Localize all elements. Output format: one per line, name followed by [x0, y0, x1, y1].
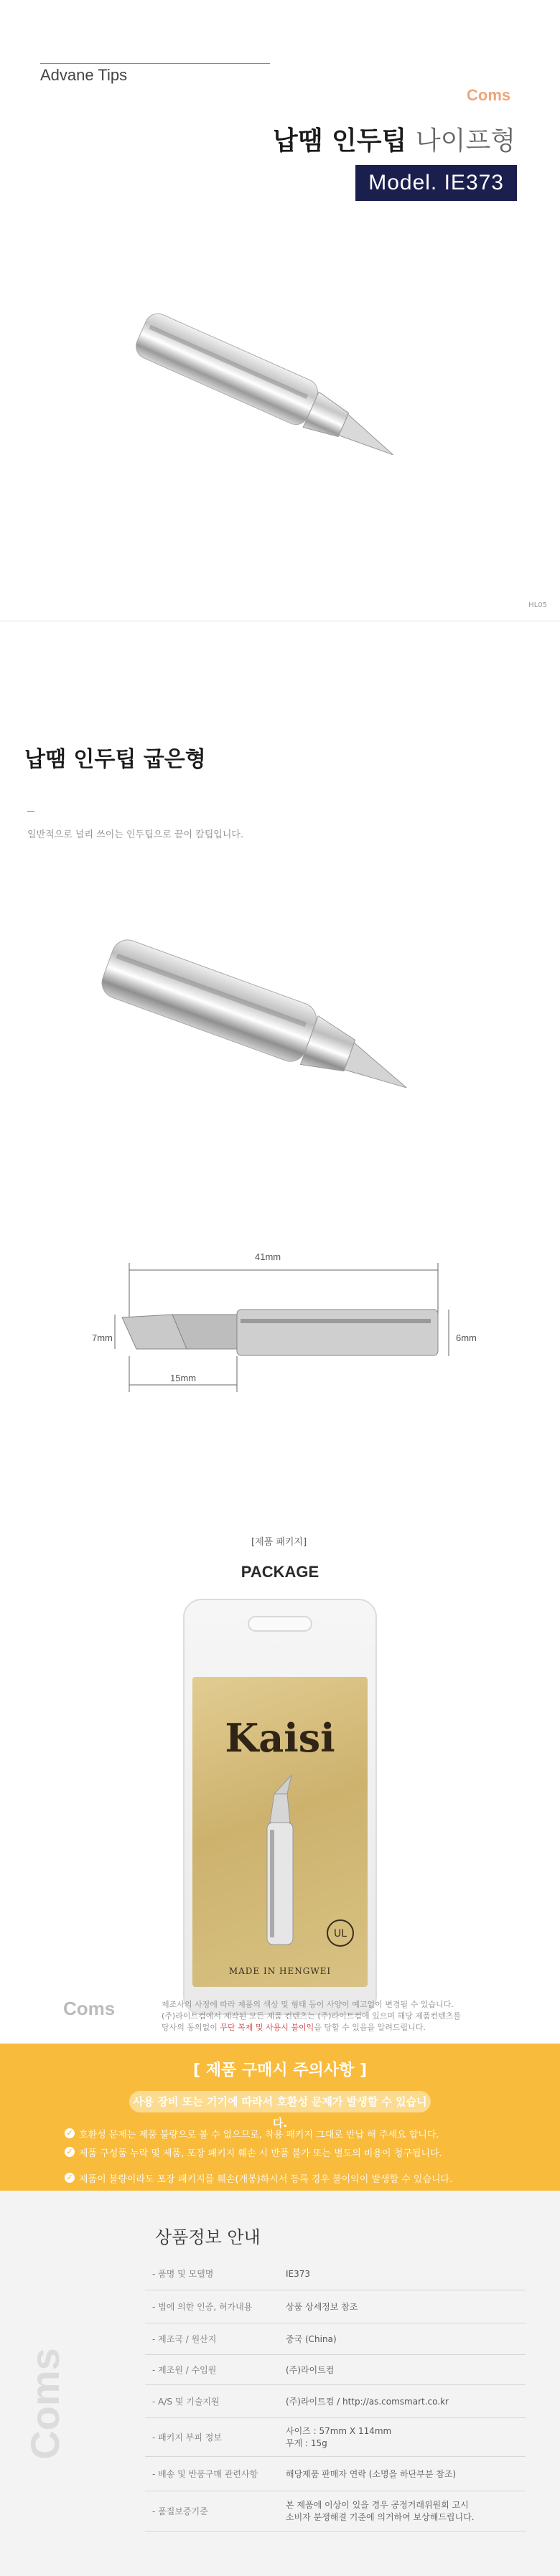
caution-pill: 사용 장비 또는 기기에 따라서 호환성 문제가 발생할 수 있습니다. [129, 2091, 431, 2112]
notice-line-3: 당사의 동의없이 무단 복제 및 사용시 불이익을 당할 수 있음을 알려드립니다. [162, 2023, 426, 2032]
row-key: - 품질보증기준 [145, 2491, 279, 2531]
package-tag: [제품 패키지] [251, 1537, 307, 1548]
dim-height-right: 6mm [456, 1332, 477, 1343]
package-brand: Kaisi [225, 1715, 335, 1761]
caution-item: 호환성 문제는 제품 불량으로 볼 수 없으므로, 착용 패키지 그대로 반납 해 주세요 합니다. [79, 2130, 439, 2140]
row-key: - 제조국 / 원산지 [145, 2323, 279, 2354]
table-row [145, 2354, 526, 2384]
caution-item: 제품 구성품 누락 및 제품, 포장 패키지 훼손 시 반품 불가 또는 별도의 비용이 청구됩니다. [79, 2148, 442, 2159]
table-row [145, 2491, 526, 2531]
info-title: 상품정보 안내 [155, 2227, 261, 2247]
coms-vertical-logo [16, 2325, 102, 2483]
soldering-tip-large-image [101, 918, 459, 1162]
caution-item: 제품이 불량이라도 포장 패키지를 훼손(개봉)하시서 등록 경우 불이익이 발생할 수 있습니다. [79, 2174, 453, 2185]
table-row [145, 2290, 526, 2323]
caution-title: [ 제품 구매시 주의사항 ] [192, 2062, 367, 2079]
product-title-sub: 나이프형 [415, 126, 515, 156]
notice-highlight: 무단 복제 및 사용시 불이익 [220, 2023, 314, 2032]
row-key: - 배송 및 반품구매 관련사항 [145, 2456, 279, 2491]
row-value: 중국 (China) [279, 2323, 526, 2354]
product-info-table [145, 2258, 526, 2532]
package-tip-image [251, 1772, 309, 1952]
dim-tip-length: 15mm [170, 1373, 197, 1383]
table-row [145, 2258, 526, 2290]
row-key: - 법에 의한 인증, 허가내용 [145, 2290, 279, 2323]
row-value: (주)라이트컴 [279, 2354, 526, 2384]
ul-mark-icon [325, 1917, 356, 1949]
product-title [273, 121, 515, 157]
section-title: 납땜 인두팁 굽은형 [24, 747, 206, 772]
row-value: IE373 [279, 2258, 526, 2290]
package-title: PACKAGE [241, 1563, 319, 1581]
row-key: - 제조원 / 수입원 [145, 2354, 279, 2384]
table-row [145, 2417, 526, 2456]
row-key: - 패키지 부피 정보 [145, 2417, 279, 2456]
table-row [145, 2384, 526, 2417]
dimension-drawing [108, 1249, 481, 1406]
brand-underline [40, 63, 270, 64]
soldering-tip-image [126, 298, 442, 463]
package-made-in: MADE IN HENGWEI [228, 1966, 332, 1976]
package-hang-hole [248, 1616, 312, 1632]
table-row [145, 2456, 526, 2491]
notice-line-1: 제조사의 사정에 따라 제품의 색상 및 형태 등이 사양이 예고없이 변경될 수 있습니다. [162, 2000, 454, 2009]
table-row [145, 2323, 526, 2354]
model-badge: Model. IE373 [355, 165, 517, 201]
caution-check-icon: ✓ [65, 2128, 75, 2138]
dim-height-left: 7mm [92, 1332, 113, 1343]
title-dash [27, 811, 34, 812]
product-title-main: 납땜 인두팁 [272, 126, 407, 156]
row-value: 사이즈 : 57mm X 114mm 무게 : 15g [279, 2417, 526, 2456]
row-value: 해당제품 판매자 연락 (소명을 하단부분 참조) [279, 2456, 526, 2491]
row-key: - A/S 및 기술지원 [145, 2384, 279, 2417]
row-value: 상품 상세정보 참조 [279, 2290, 526, 2323]
coms-vertical-text: Coms [22, 2348, 67, 2460]
svg-text:UL: UL [333, 1928, 347, 1940]
dim-length: 41mm [255, 1251, 281, 1262]
row-value: 본 제품에 이상이 있을 경우 공정거래위원회 고시 소비자 분쟁해결 기준에 의거하여 보상해드립니다. [279, 2491, 526, 2531]
brand-line-text: Advane Tips [40, 66, 128, 84]
caution-check-icon: ✓ [65, 2147, 75, 2157]
row-value: (주)라이트컴 / http://as.comsmart.co.kr [279, 2384, 526, 2417]
caution-check-icon: ✓ [65, 2173, 75, 2183]
hero-code: HL05 [528, 601, 547, 609]
row-key: - 품명 및 모델명 [145, 2258, 279, 2290]
notice-line-2: (주)라이트컴에서 제작된 모든 제품 컨텐츠는 (주)라이트컴에 있으며 해당 제품컨텐츠를 [162, 2011, 462, 2021]
section-description: 일반적으로 널리 쓰이는 인두팁으로 끝이 칼팁입니다. [27, 829, 244, 840]
coms-logo: Coms [467, 86, 511, 104]
coms-logo-small: Coms [63, 1998, 116, 2019]
copyright-notice [162, 1999, 521, 2034]
